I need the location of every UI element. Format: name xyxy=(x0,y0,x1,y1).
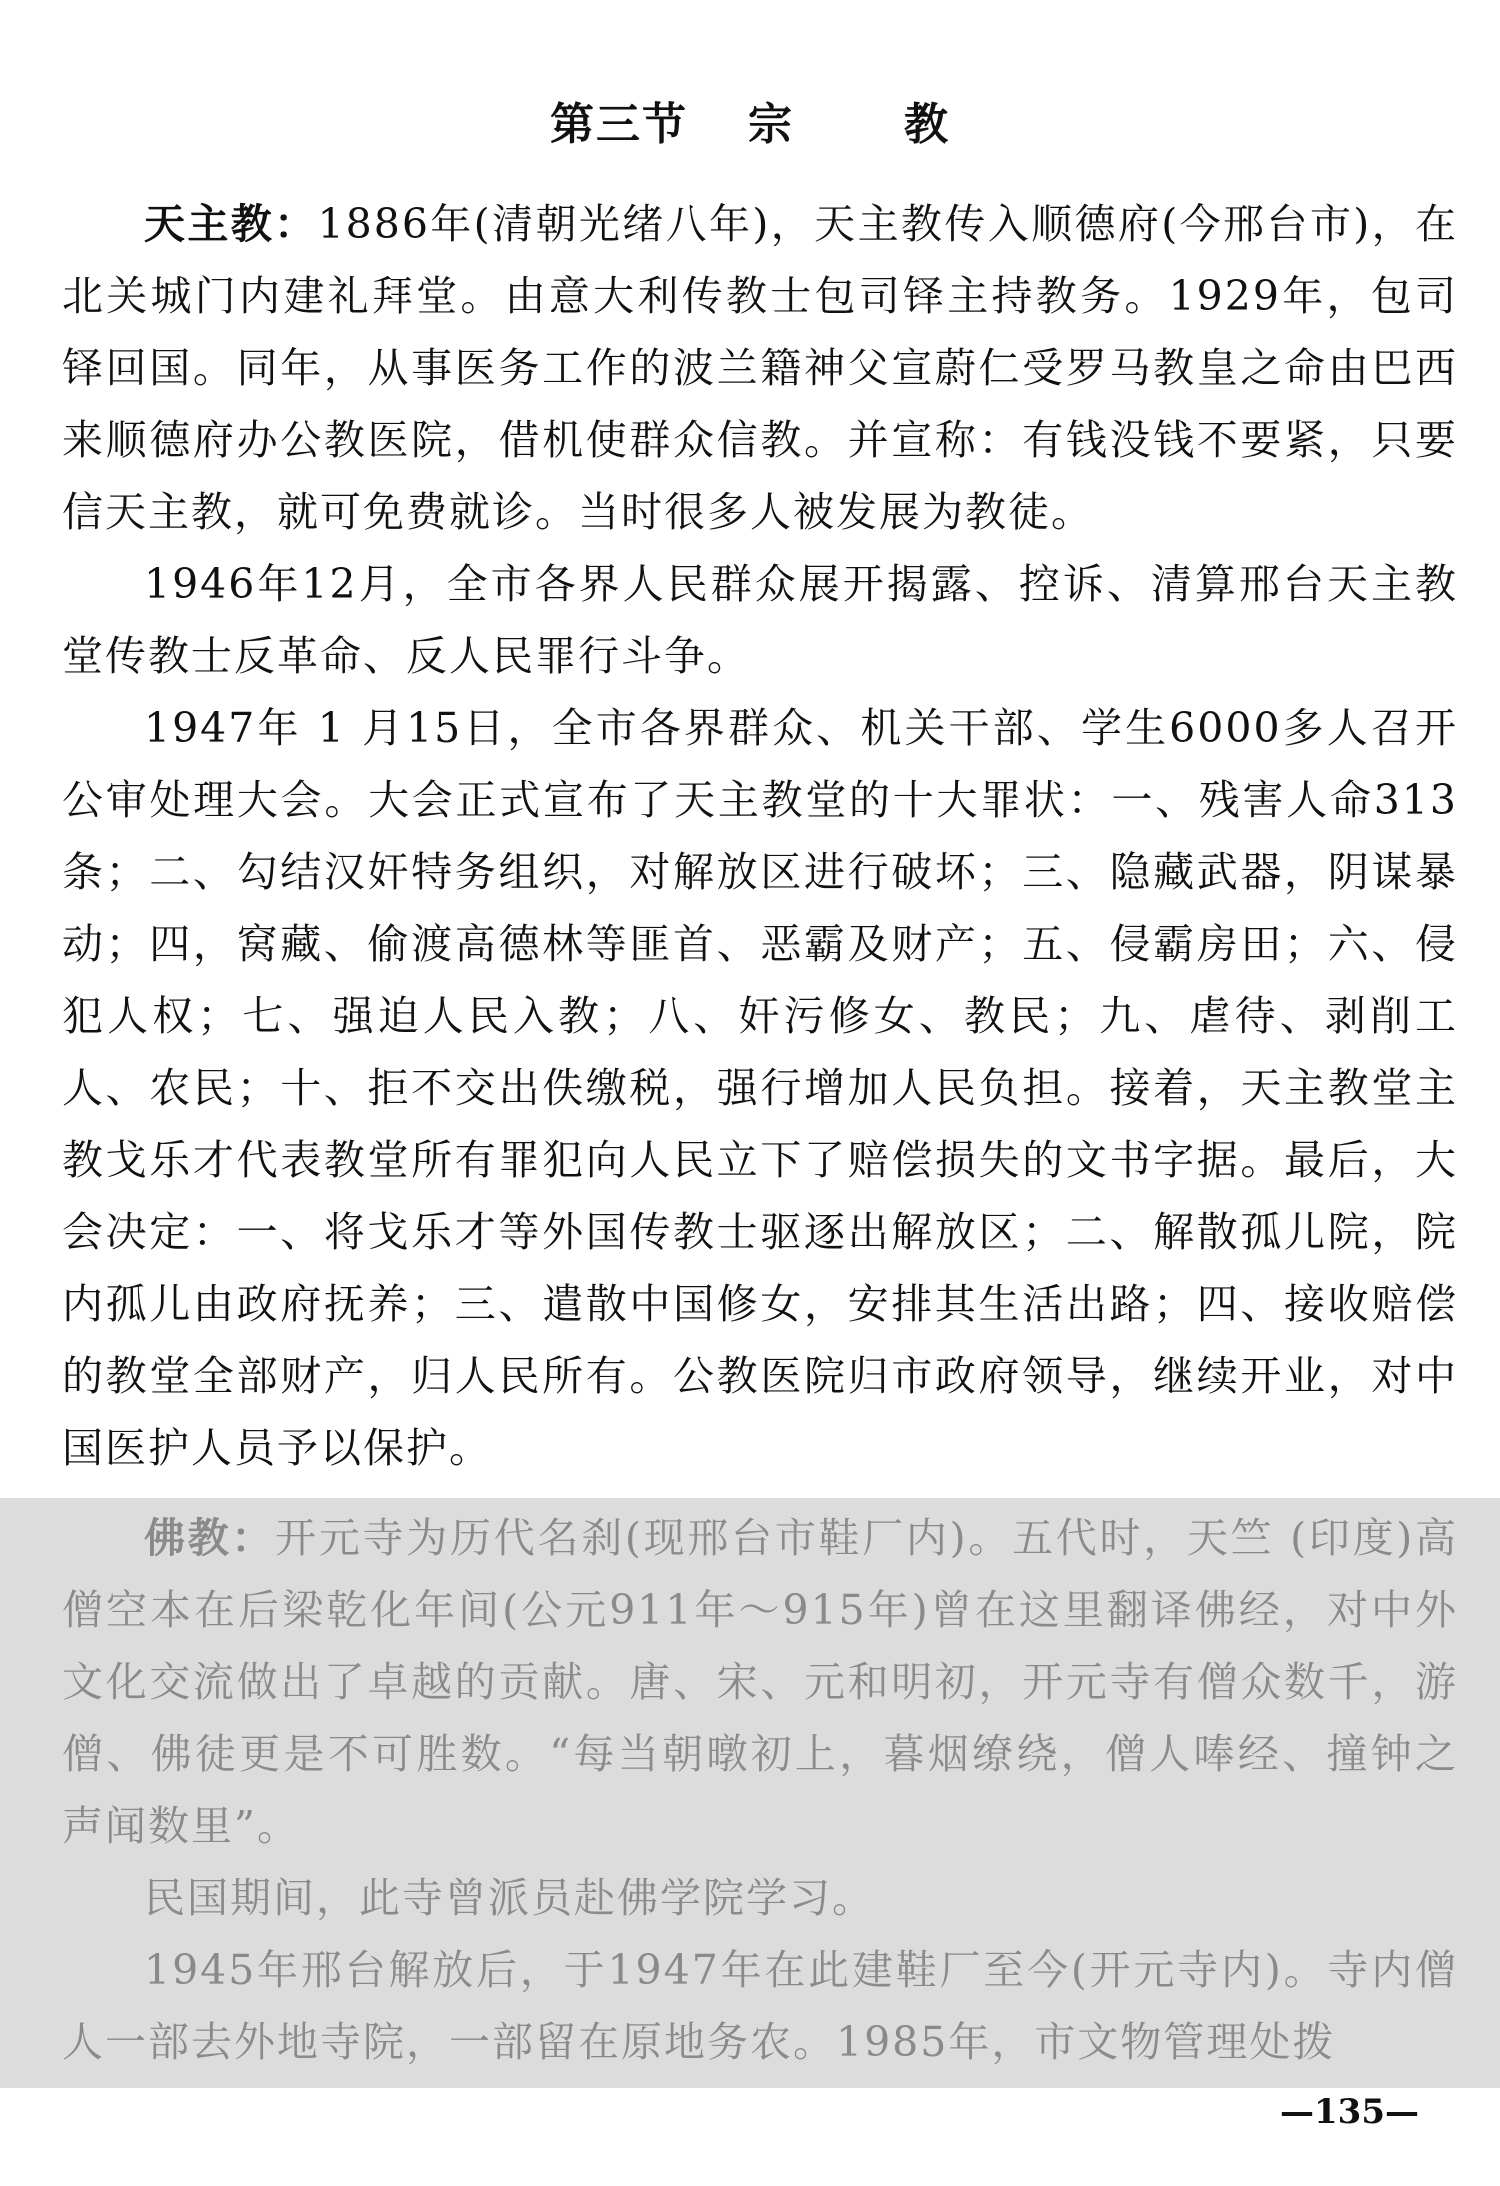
paragraph-buddhism xyxy=(62,1502,1458,1862)
paragraph-lead-catholicism: 天主教： xyxy=(144,200,318,248)
paragraph-lead-buddhism: 佛教： xyxy=(144,1514,276,1562)
paragraph-text: 1947年 1 月15日，全市各界群众、机关干部、学生6000多人召开公审处理大会。大会正式宣布了天主教堂的十大罪状：一、残害人命313条；二、勾结汉奸特务组织，对解放区进行破坏；三、隐藏武器，阴谋暴动；四，窝藏、偷渡高德林等匪首、恶霸及财产；五、侵霸房田；六、侵犯人权；七、强迫人民入教；八、奸污修女、教民；九、虐待、剥削工人、农民；十、拒不交出佚缴税，强行增加人民负担。接着，天主教堂主教戈乐才代表教堂所有罪犯向人民立下了赔偿损失的文书字据。最后，大会决定：一、将戈乐才等外国传教士驱逐出解放区；二、解散孤儿院，院内孤儿由政府抚养；三、遣散中国修女，安排其生活出路；四、接收赔偿的教堂全部财产，归人民所有。公教医院归市政府领导，继续开业，对中国医护人员予以保护。 xyxy=(62,704,1458,1472)
paragraph-republic-era xyxy=(62,1862,1458,1934)
section-title-word-2: 教 xyxy=(904,99,950,150)
paragraph-text: 1886年(清朝光绪八年)，天主教传入顺德府(今邢台市)，在北关城门内建礼拜堂。由意大利传教士包司铎主持教务。1929年，包司铎回国。同年，从事医务工作的波兰籍神父宣蔚仁受罗马教皇之命由巴西来顺德府办公教医院，借机使群众信教。并宣称：有钱没钱不要紧，只要信天主教，就可免费就诊。当时很多人被发展为教徒。 xyxy=(62,200,1459,536)
paragraph-1945 xyxy=(62,1934,1458,2078)
section-title-number: 第三节 xyxy=(550,99,688,150)
section-title xyxy=(0,88,1500,152)
page-number: —135— xyxy=(1280,2092,1419,2132)
faded-body xyxy=(62,1502,1458,2078)
paragraph-text: 1946年12月，全市各界人民群众展开揭露、控诉、清算邢台天主教堂传教士反革命、反人民罪行斗争。 xyxy=(62,560,1458,680)
paragraph-catholicism xyxy=(62,188,1458,548)
section-title-word-1: 宗 xyxy=(748,99,794,150)
paragraph-text: 民国期间，此寺曾派员赴佛学院学习。 xyxy=(144,1874,875,1922)
paragraph-text: 1945年邢台解放后，于1947年在此建鞋厂至今(开元寺内)。寺内僧人一部去外地寺院，一部留在原地务农。1985年，市文物管理处拨 xyxy=(62,1946,1458,2066)
paragraph-1946 xyxy=(62,548,1458,692)
paragraph-1947 xyxy=(62,692,1458,1484)
main-body xyxy=(62,188,1458,1484)
paragraph-text: 开元寺为历代名刹(现邢台市鞋厂内)。五代时，天竺 (印度)高僧空本在后梁乾化年间(公元911年～915年)曾在这里翻译佛经，对中外文化交流做出了卓越的贡献。唐、宋、元和明初，开元寺有僧众数千，游僧、佛徒更是不可胜数。“每当朝暾初上，暮烟缭绕，僧人唪经、撞钟之声闻数里”。 xyxy=(62,1514,1458,1850)
